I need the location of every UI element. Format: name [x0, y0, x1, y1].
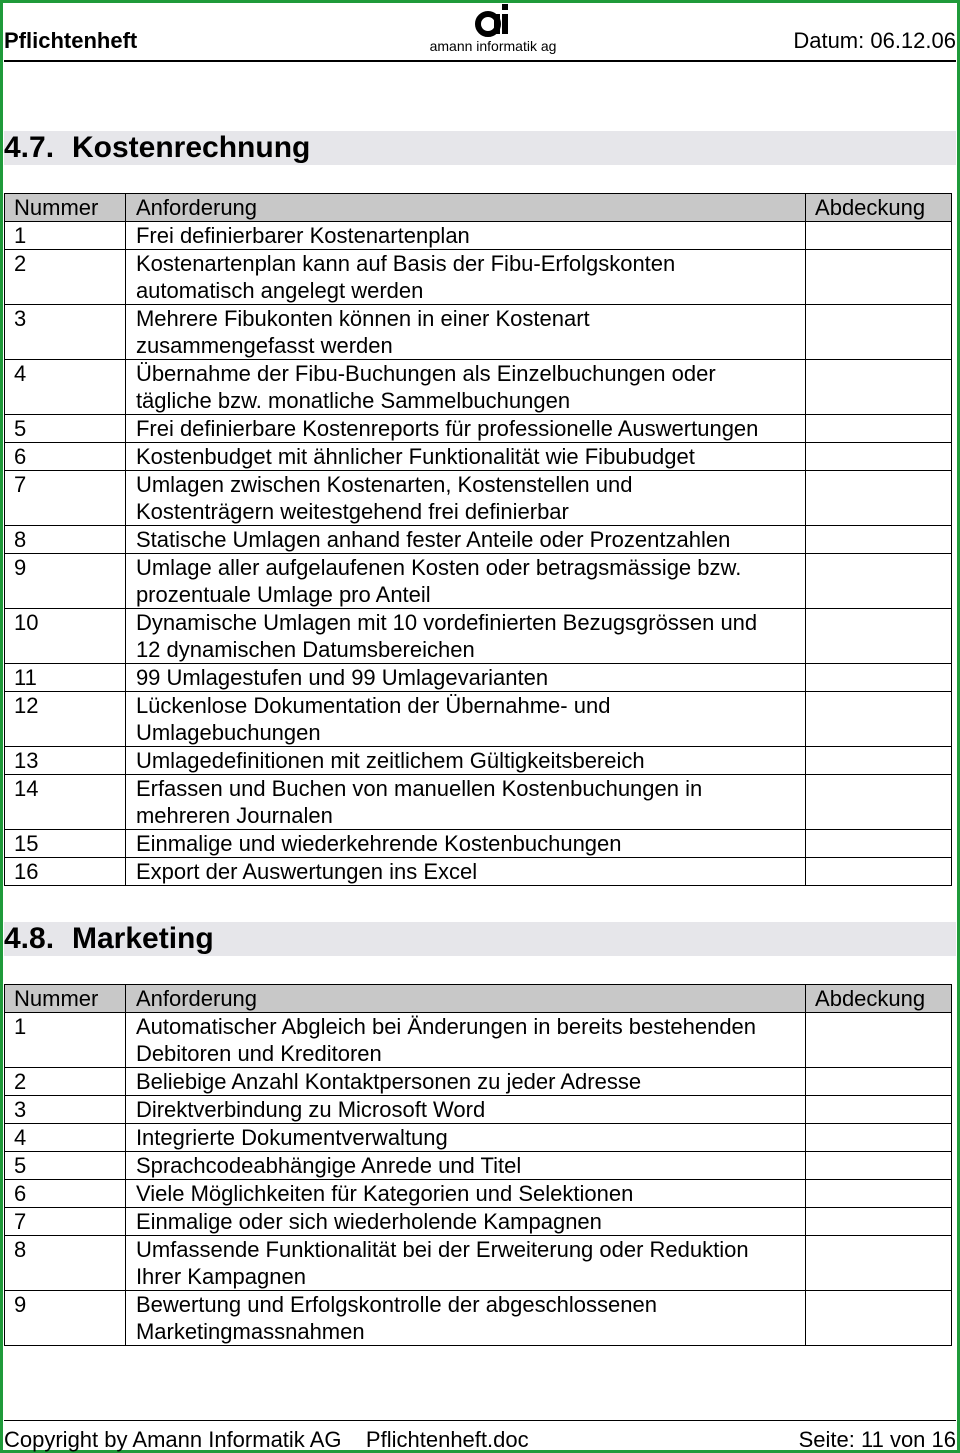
cell-anforderung: Export der Auswertungen ins Excel: [125, 858, 805, 886]
cell-nummer: 12: [5, 692, 126, 747]
cell-abdeckung: [806, 1013, 952, 1068]
cell-abdeckung: [806, 1180, 952, 1208]
table-row: [5, 1180, 952, 1208]
cell-nummer: 5: [5, 1152, 126, 1180]
table-row: [5, 471, 952, 526]
table-row: [5, 443, 952, 471]
table-row: [5, 830, 952, 858]
cell-abdeckung: [806, 415, 952, 443]
cell-nummer: 10: [5, 609, 126, 664]
footer-page-number: Seite: 11 von 16: [798, 1427, 956, 1452]
cell-nummer: 15: [5, 830, 126, 858]
table-row: [5, 747, 952, 775]
cell-anforderung: Übernahme der Fibu-Buchungen als Einzelbuchungen oder tägliche bzw. monatliche Sammelbuchungen: [125, 360, 805, 415]
cell-anforderung: Automatischer Abgleich bei Änderungen in bereits bestehenden Debitoren und Kreditoren: [125, 1013, 805, 1068]
section-heading-kostenrechnung: [4, 131, 956, 165]
cell-abdeckung: [806, 1068, 952, 1096]
section-heading-marketing: [4, 922, 956, 956]
table-row: [5, 664, 952, 692]
cell-abdeckung: [806, 830, 952, 858]
cell-abdeckung: [806, 1152, 952, 1180]
cell-nummer: 4: [5, 1124, 126, 1152]
cell-anforderung: Frei definierbare Kostenreports für professionelle Auswertungen: [125, 415, 805, 443]
cell-abdeckung: [806, 664, 952, 692]
cell-anforderung: Viele Möglichkeiten für Kategorien und Selektionen: [125, 1180, 805, 1208]
cell-anforderung: Umlagen zwischen Kostenarten, Kostenstellen und Kostenträgern weitestgehend frei definierbar: [125, 471, 805, 526]
table-row: [5, 1291, 952, 1346]
table-row: [5, 1208, 952, 1236]
table-row: [5, 609, 952, 664]
cell-nummer: 7: [5, 1208, 126, 1236]
cell-abdeckung: [806, 692, 952, 747]
cell-anforderung: Bewertung und Erfolgskontrolle der abgeschlossenen Marketingmassnahmen: [125, 1291, 805, 1346]
table-row: [5, 415, 952, 443]
cell-nummer: 1: [5, 222, 126, 250]
logo-icon: [472, 2, 514, 38]
table-row: [5, 1124, 952, 1152]
cell-nummer: 9: [5, 1291, 126, 1346]
cell-anforderung: Integrierte Dokumentverwaltung: [125, 1124, 805, 1152]
cell-nummer: 6: [5, 443, 126, 471]
cell-abdeckung: [806, 1208, 952, 1236]
cell-nummer: 8: [5, 1236, 126, 1291]
cell-anforderung: Kostenbudget mit ähnlicher Funktionalität wie Fibubudget: [125, 443, 805, 471]
cell-abdeckung: [806, 222, 952, 250]
table-row: [5, 1013, 952, 1068]
table-row: [5, 1236, 952, 1291]
section-number: 4.8.: [4, 922, 55, 955]
cell-anforderung: Einmalige oder sich wiederholende Kampagnen: [125, 1208, 805, 1236]
cell-anforderung: Mehrere Fibukonten können in einer Kostenart zusammengefasst werden: [125, 305, 805, 360]
cell-nummer: 6: [5, 1180, 126, 1208]
table-header-row: [5, 985, 952, 1013]
cell-abdeckung: [806, 1124, 952, 1152]
cell-abdeckung: [806, 1236, 952, 1291]
section-title: Marketing: [72, 922, 214, 955]
cell-abdeckung: [806, 443, 952, 471]
cell-abdeckung: [806, 1291, 952, 1346]
footer-copyright: Copyright by Amann Informatik AG Pflichtenheft.doc: [4, 1427, 529, 1452]
cell-anforderung: Lückenlose Dokumentation der Übernahme- und Umlagebuchungen: [125, 692, 805, 747]
page-header: [4, 0, 956, 62]
cell-nummer: 1: [5, 1013, 126, 1068]
cell-abdeckung: [806, 775, 952, 830]
cell-anforderung: Erfassen und Buchen von manuellen Kostenbuchungen in mehreren Journalen: [125, 775, 805, 830]
column-header-anforderung: Anforderung: [125, 985, 805, 1013]
cell-nummer: 2: [5, 1068, 126, 1096]
cell-abdeckung: [806, 858, 952, 886]
document-title: Pflichtenheft: [4, 28, 138, 53]
table-row: [5, 526, 952, 554]
cell-anforderung: Umlage aller aufgelaufenen Kosten oder betragsmässige bzw. prozentuale Umlage pro Anteil: [125, 554, 805, 609]
column-header-abdeckung: Abdeckung: [806, 194, 952, 222]
cell-anforderung: Statische Umlagen anhand fester Anteile oder Prozentzahlen: [125, 526, 805, 554]
cell-nummer: 2: [5, 250, 126, 305]
table-header-row: [5, 194, 952, 222]
table-row: [5, 554, 952, 609]
requirements-table-marketing: [4, 984, 952, 1346]
cell-abdeckung: [806, 305, 952, 360]
table-row: [5, 222, 952, 250]
cell-abdeckung: [806, 1096, 952, 1124]
table-row: [5, 1096, 952, 1124]
table-row: [5, 692, 952, 747]
cell-anforderung: Direktverbindung zu Microsoft Word: [125, 1096, 805, 1124]
logo-text: amann informatik ag: [429, 38, 557, 54]
column-header-nummer: Nummer: [5, 985, 126, 1013]
table-row: [5, 250, 952, 305]
cell-nummer: 11: [5, 664, 126, 692]
cell-nummer: 9: [5, 554, 126, 609]
column-header-abdeckung: Abdeckung: [806, 985, 952, 1013]
cell-nummer: 4: [5, 360, 126, 415]
requirements-table-kostenrechnung: [4, 193, 952, 886]
cell-abdeckung: [806, 471, 952, 526]
cell-nummer: 13: [5, 747, 126, 775]
cell-anforderung: Umfassende Funktionalität bei der Erweiterung oder Reduktion Ihrer Kampagnen: [125, 1236, 805, 1291]
cell-nummer: 3: [5, 305, 126, 360]
cell-nummer: 16: [5, 858, 126, 886]
cell-abdeckung: [806, 747, 952, 775]
column-header-anforderung: Anforderung: [125, 194, 805, 222]
cell-anforderung: Beliebige Anzahl Kontaktpersonen zu jeder Adresse: [125, 1068, 805, 1096]
cell-abdeckung: [806, 360, 952, 415]
page-footer: [4, 1420, 956, 1451]
company-logo: [418, 2, 568, 56]
table-row: [5, 305, 952, 360]
section-number: 4.7.: [4, 131, 55, 164]
cell-anforderung: Dynamische Umlagen mit 10 vordefinierten Bezugsgrössen und 12 dynamischen Datumsbereichen: [125, 609, 805, 664]
table-row: [5, 775, 952, 830]
cell-nummer: 3: [5, 1096, 126, 1124]
cell-anforderung: 99 Umlagestufen und 99 Umlagevarianten: [125, 664, 805, 692]
table-row: [5, 1152, 952, 1180]
table-row: [5, 360, 952, 415]
cell-anforderung: Kostenartenplan kann auf Basis der Fibu-Erfolgskonten automatisch angelegt werden: [125, 250, 805, 305]
cell-anforderung: Umlagedefinitionen mit zeitlichem Gültigkeitsbereich: [125, 747, 805, 775]
cell-abdeckung: [806, 526, 952, 554]
cell-anforderung: Einmalige und wiederkehrende Kostenbuchungen: [125, 830, 805, 858]
cell-nummer: 5: [5, 415, 126, 443]
cell-nummer: 7: [5, 471, 126, 526]
table-row: [5, 1068, 952, 1096]
section-title: Kostenrechnung: [72, 131, 311, 164]
cell-anforderung: Sprachcodeabhängige Anrede und Titel: [125, 1152, 805, 1180]
cell-abdeckung: [806, 554, 952, 609]
cell-nummer: 14: [5, 775, 126, 830]
cell-abdeckung: [806, 609, 952, 664]
column-header-nummer: Nummer: [5, 194, 126, 222]
cell-anforderung: Frei definierbarer Kostenartenplan: [125, 222, 805, 250]
document-date: Datum: 06.12.06: [793, 28, 956, 53]
cell-nummer: 8: [5, 526, 126, 554]
cell-abdeckung: [806, 250, 952, 305]
table-row: [5, 858, 952, 886]
